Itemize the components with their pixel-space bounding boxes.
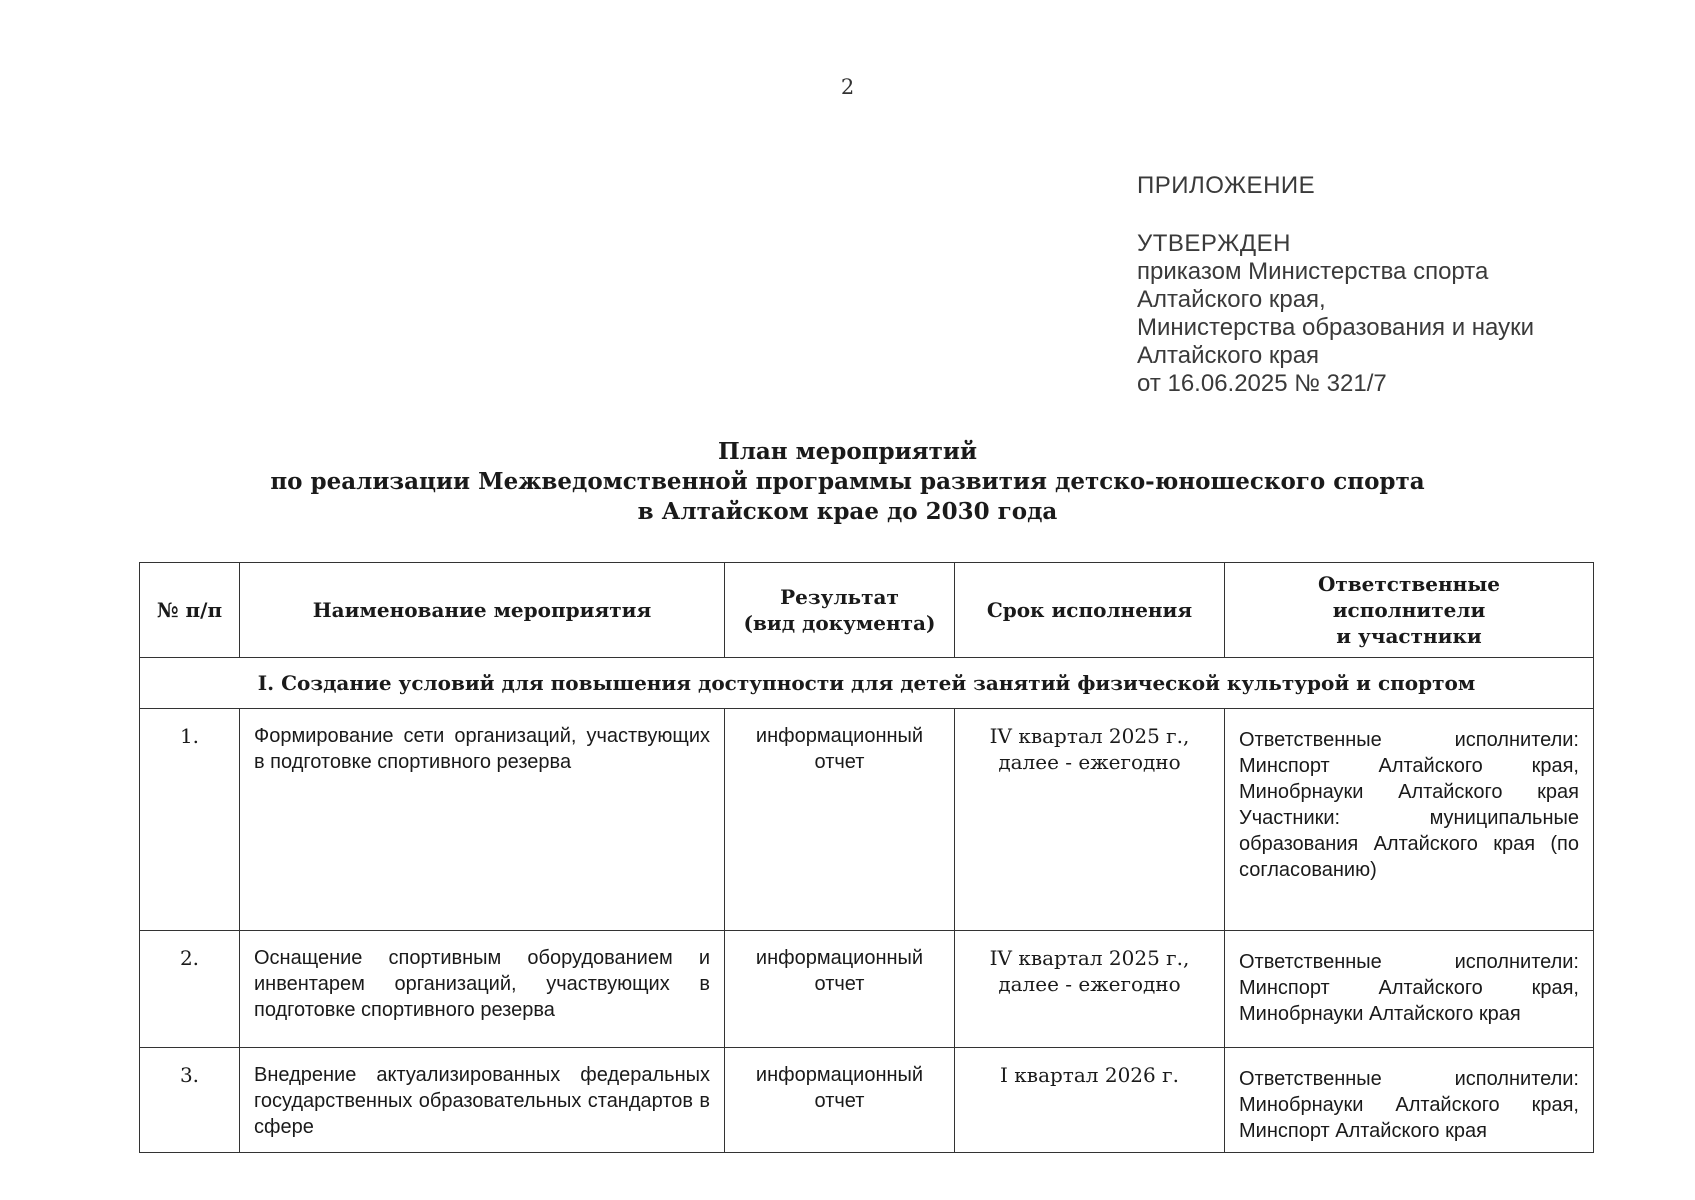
appendix-block — [1137, 172, 1534, 398]
deadline-line: далее - ежегодно — [998, 750, 1181, 774]
title-line: в Алтайском крае до 2030 года — [637, 498, 1058, 525]
table-header-row — [140, 563, 1594, 658]
approval-line: Министерства образования и науки — [1137, 314, 1535, 341]
deadline — [955, 1048, 1225, 1153]
table-row — [140, 931, 1594, 1048]
deadline-line: IV квартал 2025 г., — [989, 946, 1190, 970]
approved-label: УТВЕРЖДЕН — [1137, 230, 1291, 257]
title-line: по реализации Межведомственной программы развития детско-юношеского спорта — [270, 468, 1425, 495]
activity-name: Формирование сети организаций, участвующих в подготовке спортивного резерва — [240, 709, 725, 931]
header-result — [725, 563, 955, 658]
table-row — [140, 709, 1594, 931]
row-number: 1. — [140, 709, 240, 931]
deadline-line: далее - ежегодно — [998, 972, 1181, 996]
approval-line: приказом Министерства спорта — [1137, 258, 1489, 285]
appendix-label: ПРИЛОЖЕНИЕ — [1137, 172, 1316, 199]
plan-table — [139, 562, 1594, 1153]
result-document: информационный отчет — [725, 709, 955, 931]
activity-name: Оснащение спортивным оборудованием и инвентарем организаций, участвующих в подготовке спортивного резерва — [240, 931, 725, 1048]
responsible-executors: Ответственные исполнители: Минспорт Алтайского края, Минобрнауки Алтайского края Участники: муниципальные образования Алтайского края (по согласованию) — [1225, 709, 1594, 931]
page-number: 2 — [840, 75, 855, 99]
title-line: План мероприятий — [717, 438, 978, 465]
section-title: I. Создание условий для повышения доступности для детей занятий физической культурой и спортом — [140, 658, 1594, 709]
deadline — [955, 931, 1225, 1048]
approval-date-number: от 16.06.2025 № 321/7 — [1137, 370, 1387, 397]
header-responsible-line: и участники — [1336, 624, 1482, 648]
header-term: Срок исполнения — [955, 563, 1225, 658]
result-document: информационный отчет — [725, 931, 955, 1048]
header-result-line: Результат — [780, 585, 899, 609]
table-row — [140, 1048, 1594, 1153]
row-number: 3. — [140, 1048, 240, 1153]
header-responsible-line: Ответственные исполнители — [1317, 572, 1501, 622]
header-name: Наименование мероприятия — [240, 563, 725, 658]
deadline-line: I квартал 2026 г. — [1000, 1063, 1179, 1087]
responsible-executors: Ответственные исполнители: Минспорт Алтайского края, Минобрнауки Алтайского края — [1225, 931, 1594, 1048]
deadline-line: IV квартал 2025 г., — [989, 724, 1190, 748]
header-responsible — [1225, 563, 1594, 658]
header-result-line: (вид документа) — [743, 611, 936, 635]
header-num: № п/п — [140, 563, 240, 658]
row-number: 2. — [140, 931, 240, 1048]
approval-line: Алтайского края, — [1137, 286, 1326, 313]
approval-line: Алтайского края — [1137, 342, 1320, 369]
deadline — [955, 709, 1225, 931]
result-document: информационный отчет — [725, 1048, 955, 1153]
section-row — [140, 658, 1594, 709]
responsible-executors: Ответственные исполнители: Минобрнауки Алтайского края, Минспорт Алтайского края — [1225, 1048, 1594, 1153]
activity-name: Внедрение актуализированных федеральных государственных образовательных стандартов в сфере — [240, 1048, 725, 1153]
document-title — [0, 437, 1695, 527]
